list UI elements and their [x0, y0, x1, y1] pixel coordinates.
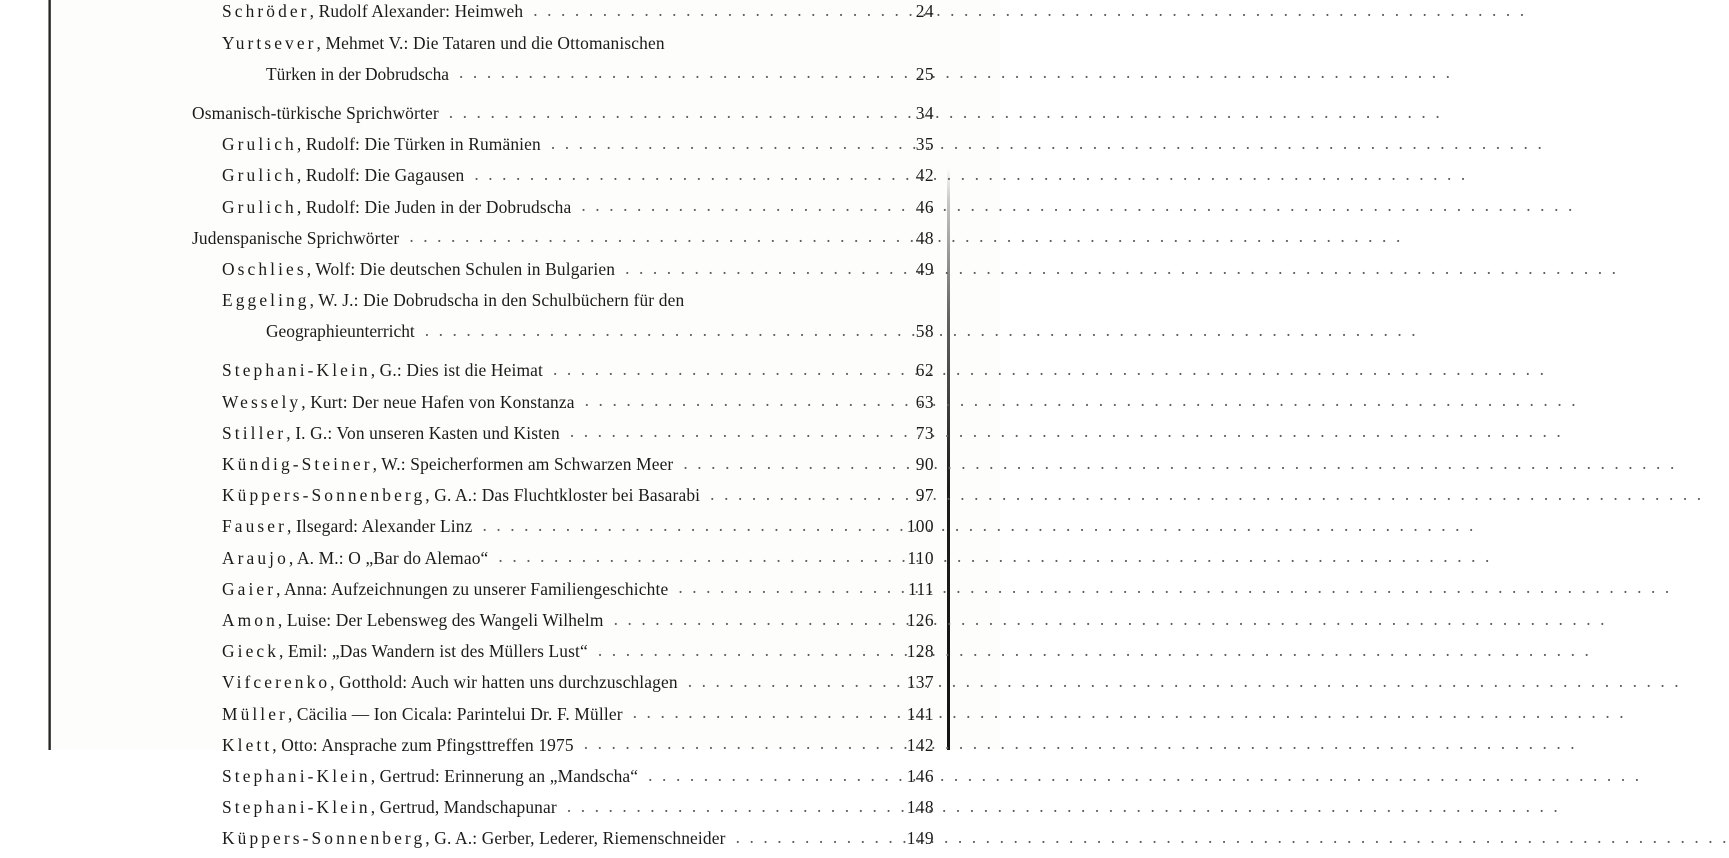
toc-entry-title — [0, 454, 673, 475]
clipped-bottom-line — [0, 744, 1000, 750]
toc-entry-rest: , Rudolf: Die Türken in Rumänien — [296, 134, 541, 155]
toc-entry[interactable] — [0, 133, 1000, 164]
leader-dots — [498, 546, 870, 563]
toc-entry-title — [0, 197, 571, 218]
toc-page-number: 63 — [915, 391, 934, 412]
toc-entry[interactable] — [0, 289, 1000, 351]
toc-entry-surname: Kündig-Steiner — [222, 454, 373, 475]
toc-entry-rest: Judenspanische Sprichwörter — [192, 227, 400, 248]
toc-page-number: 110 — [907, 547, 934, 568]
toc-entry-surname: Gaier — [222, 578, 277, 599]
leader-dots — [567, 796, 870, 813]
toc-entry-title — [0, 392, 575, 413]
toc-page-number: 100 — [906, 516, 934, 537]
toc-page-number: 62 — [915, 360, 934, 381]
toc-entry-rest: , A. M.: O „Bar do Alemao“ — [288, 547, 489, 568]
toc-page-number: 46 — [915, 196, 934, 217]
toc-page-number: 149 — [906, 828, 934, 849]
toc-entry-rest: , Rudolf: Die Gagausen — [296, 165, 465, 186]
toc-entry-rest: , Kurt: Der neue Hafen von Konstanza — [301, 391, 575, 412]
toc-entry[interactable] — [0, 0, 1000, 31]
toc-entry-title — [0, 259, 615, 280]
toc-entry[interactable] — [0, 546, 1000, 577]
toc-entry-rest: , Emil: „Das Wandern ist des Müllers Lust“ — [279, 641, 588, 662]
toc-entry[interactable] — [0, 102, 1000, 133]
toc-entry-continuation: Geographieunterricht — [266, 321, 415, 342]
toc-page-number: 25 — [915, 63, 934, 84]
leader-dots — [409, 226, 870, 243]
toc-page-number: 126 — [906, 609, 934, 630]
toc-entry[interactable] — [0, 390, 1000, 421]
toc-entry-surname: Gieck — [222, 641, 280, 662]
toc-entry-surname: Fauser — [222, 516, 287, 537]
toc-entry-surname: Schröder — [222, 1, 310, 22]
toc-entry[interactable] — [0, 195, 1000, 226]
toc-entry[interactable] — [0, 796, 1000, 827]
toc-page-number: 146 — [906, 765, 934, 786]
toc-page-number: 24 — [915, 1, 934, 22]
toc-entry-title — [0, 423, 560, 444]
toc-entry-rest: , Wolf: Die deutschen Schulen in Bulgarien — [306, 258, 616, 279]
toc-entry-rest: , Cäcilia — Ion Cicala: Parintelui Dr. F. Müller — [287, 703, 623, 724]
toc-entry[interactable] — [0, 421, 1000, 452]
toc-entry-rest: Osmanisch-türkische Sprichwörter — [192, 102, 439, 123]
toc-entry-title — [0, 228, 399, 249]
toc-entry[interactable] — [0, 258, 1000, 289]
toc-entry-rest: , Anna: Aufzeichnungen zu unserer Familiengeschichte — [276, 578, 669, 599]
leader-dots — [688, 671, 870, 688]
toc-entry-rest: , I. G.: Von unseren Kasten und Kisten — [286, 422, 560, 443]
leader-dots — [533, 0, 870, 17]
toc-page-number: 34 — [915, 102, 934, 123]
toc-entry[interactable] — [0, 827, 1000, 858]
leader-dots — [710, 484, 870, 501]
toc-entry[interactable] — [0, 671, 1000, 702]
toc-entry-title — [0, 704, 623, 725]
toc-entry-surname: Grulich — [222, 196, 297, 217]
leader-dots — [449, 102, 870, 119]
toc-entry-rest: , Rudolf: Die Juden in der Dobrudscha — [296, 196, 572, 217]
toc-entry-surname: Küppers-Sonnenberg — [222, 828, 426, 849]
toc-entry-title — [0, 165, 464, 186]
leader-dots — [633, 702, 870, 719]
toc-entry-rest: , Gertrud: Erinnerung an „Mandscha“ — [370, 765, 639, 786]
toc-page-number: 128 — [906, 641, 934, 662]
leader-dots — [678, 577, 870, 594]
toc-entry[interactable] — [0, 164, 1000, 195]
toc-entry-surname: Grulich — [222, 134, 297, 155]
leader-dots — [625, 258, 870, 275]
toc-entry[interactable] — [0, 702, 1000, 733]
toc-entry-title — [0, 33, 665, 54]
toc-entry-title — [0, 290, 684, 311]
leader-dots — [474, 164, 870, 181]
leader-dots — [482, 515, 870, 532]
toc-entry-rest: , Otto: Ansprache zum Pfingsttreffen 1975 — [272, 734, 574, 755]
toc-entry-surname: Yurtsever — [222, 32, 317, 53]
toc-entry[interactable] — [0, 484, 1000, 515]
toc-entry[interactable] — [0, 31, 1000, 93]
toc-entry-rest: , W.: Speicherformen am Schwarzen Meer — [372, 454, 674, 475]
toc-page-number: 35 — [915, 134, 934, 155]
leader-dots — [570, 421, 870, 438]
toc-entry-surname: Müller — [222, 703, 288, 724]
toc-entry-rest: , G. A.: Gerber, Lederer, Riemenschneider — [425, 828, 726, 849]
leader-dots — [581, 195, 870, 212]
toc-entry-title — [0, 672, 678, 693]
toc-page-number: 142 — [906, 734, 934, 755]
toc-entry-surname: Araujo — [222, 547, 289, 568]
toc-entry-title — [0, 641, 588, 662]
toc-entry-surname: Stephani-Klein — [222, 360, 371, 381]
entry-spacer — [0, 351, 1000, 359]
toc-entry[interactable] — [0, 515, 1000, 546]
toc-entry-title — [0, 134, 541, 155]
toc-entry[interactable] — [0, 359, 1000, 390]
leader-dots — [553, 359, 870, 376]
toc-entry-surname: Oschlies — [222, 258, 307, 279]
toc-page-number: 141 — [906, 703, 934, 724]
leader-dots — [459, 62, 870, 79]
toc-entry-rest: , Gotthold: Auch wir hatten uns durchzuschlagen — [330, 672, 678, 693]
leader-dots — [598, 640, 870, 657]
toc-page-number: 148 — [906, 797, 934, 818]
toc-entry-surname: Stiller — [222, 422, 287, 443]
leader-dots — [675, 31, 870, 48]
toc-entry[interactable] — [0, 577, 1000, 608]
toc-entry-title — [0, 516, 472, 537]
leader-dots — [425, 320, 870, 337]
toc-entry-rest: , Gertrud, Mandschapunar — [370, 797, 557, 818]
toc-page-number: 48 — [915, 227, 934, 248]
toc-entry-surname: Wessely — [222, 391, 302, 412]
toc-entry-surname: Stephani-Klein — [222, 797, 371, 818]
toc-entry-rest: , G. A.: Das Fluchtkloster bei Basarabi — [425, 485, 701, 506]
leader-dots — [585, 390, 870, 407]
toc-entry-surname: Grulich — [222, 165, 297, 186]
toc-entry[interactable] — [0, 609, 1000, 640]
toc-entry-title — [0, 797, 557, 818]
toc-page-number: 111 — [908, 578, 934, 599]
leader-dots — [683, 453, 870, 470]
toc-entry-title — [0, 548, 488, 569]
toc-entry-continuation: Türken in der Dobrudscha — [266, 63, 450, 84]
toc-entry-surname: Vifcerenko — [222, 672, 331, 693]
toc-entry-rest: , Mehmet V.: Die Tataren und die Ottomanischen — [316, 32, 665, 53]
toc-entry-title — [0, 579, 668, 600]
leader-dots — [694, 289, 870, 306]
toc-entry-surname: Eggeling — [222, 290, 310, 311]
toc-entry-rest: , G.: Dies ist die Heimat — [370, 360, 544, 381]
leader-dots — [551, 133, 870, 150]
toc-entry-title — [0, 485, 700, 506]
toc-entry-title — [0, 103, 439, 124]
toc-entry-surname: Klett — [222, 734, 273, 755]
toc-entry-rest: , Luise: Der Lebensweg des Wangeli Wilhelm — [277, 609, 604, 630]
toc-entry-rest: , W. J.: Die Dobrudscha in den Schulbüchern für den — [309, 290, 685, 311]
toc-page-number: 97 — [915, 485, 934, 506]
toc-entry-title — [0, 828, 726, 849]
entry-spacer — [0, 94, 1000, 102]
toc-page-number: 137 — [906, 672, 934, 693]
toc-entry-surname: Amon — [222, 609, 278, 630]
toc-entry-title — [0, 1, 523, 22]
toc-page-number: 49 — [915, 258, 934, 279]
toc-page-number: 58 — [915, 321, 934, 342]
toc-page-number: 73 — [915, 422, 934, 443]
toc-entry-title — [0, 360, 543, 381]
toc-page-number: 42 — [915, 165, 934, 186]
toc-entry-surname: Stephani-Klein — [222, 765, 371, 786]
toc-entry-rest: , Rudolf Alexander: Heimweh — [309, 1, 524, 22]
toc-page-number: 90 — [915, 454, 934, 475]
leader-dots — [736, 827, 870, 844]
toc-entry[interactable] — [0, 226, 1000, 257]
toc-entry-rest: , Ilsegard: Alexander Linz — [286, 516, 473, 537]
leader-dots — [614, 609, 870, 626]
toc-entry-title — [0, 610, 604, 631]
toc-entry[interactable] — [0, 453, 1000, 484]
toc-entry[interactable] — [0, 640, 1000, 671]
toc-entry-surname: Küppers-Sonnenberg — [222, 485, 426, 506]
